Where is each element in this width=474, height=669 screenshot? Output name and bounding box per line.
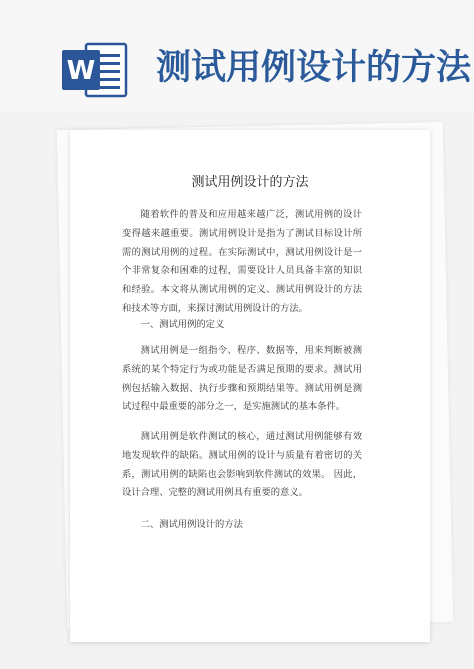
word-document-icon	[62, 40, 128, 100]
definition-paragraph-1: 测试用例是一组指令、程序、数据等，用来判断被测系统的某个特定行为或功能是否满足预期的要求。测试用例包括输入数据、执行步骤和预期结果等。测试用例是测试过程中最重要的部分之一，是实施测试的基本条件。	[122, 345, 362, 413]
banner	[0, 0, 474, 112]
word-logo-letter: W	[66, 56, 96, 86]
document-page	[70, 130, 430, 642]
document-title: 测试用例设计的方法	[191, 175, 309, 190]
banner-title: 测试用例设计的方法	[156, 48, 472, 88]
intro-paragraph: 随着软件的普及和应用越来越广泛，测试用例的设计变得越来越重要。测试用例设计是指为了测试目标设计所需的测试用例的过程。在实际测试中，测试用例设计是一个非常复杂和困难的过程，需要设计人员具备丰富的知识和经验。本文将从测试用例的定义、测试用例设计的方法和技术等方面，来探讨测试用例设计的方法。	[122, 209, 362, 314]
section-heading-definition: 一、测试用例的定义	[140, 319, 225, 330]
definition-paragraph-2: 测试用例是软件测试的核心，通过测试用例能够有效地发现软件的缺陷。测试用例的设计与质量有着密切的关系，测试用例的缺陷也会影响到软件测试的效果。 因此，设计合理、完整的测试用例具有重要的意义。	[122, 431, 362, 499]
section-heading-methods: 二、测试用例设计的方法	[140, 519, 243, 530]
